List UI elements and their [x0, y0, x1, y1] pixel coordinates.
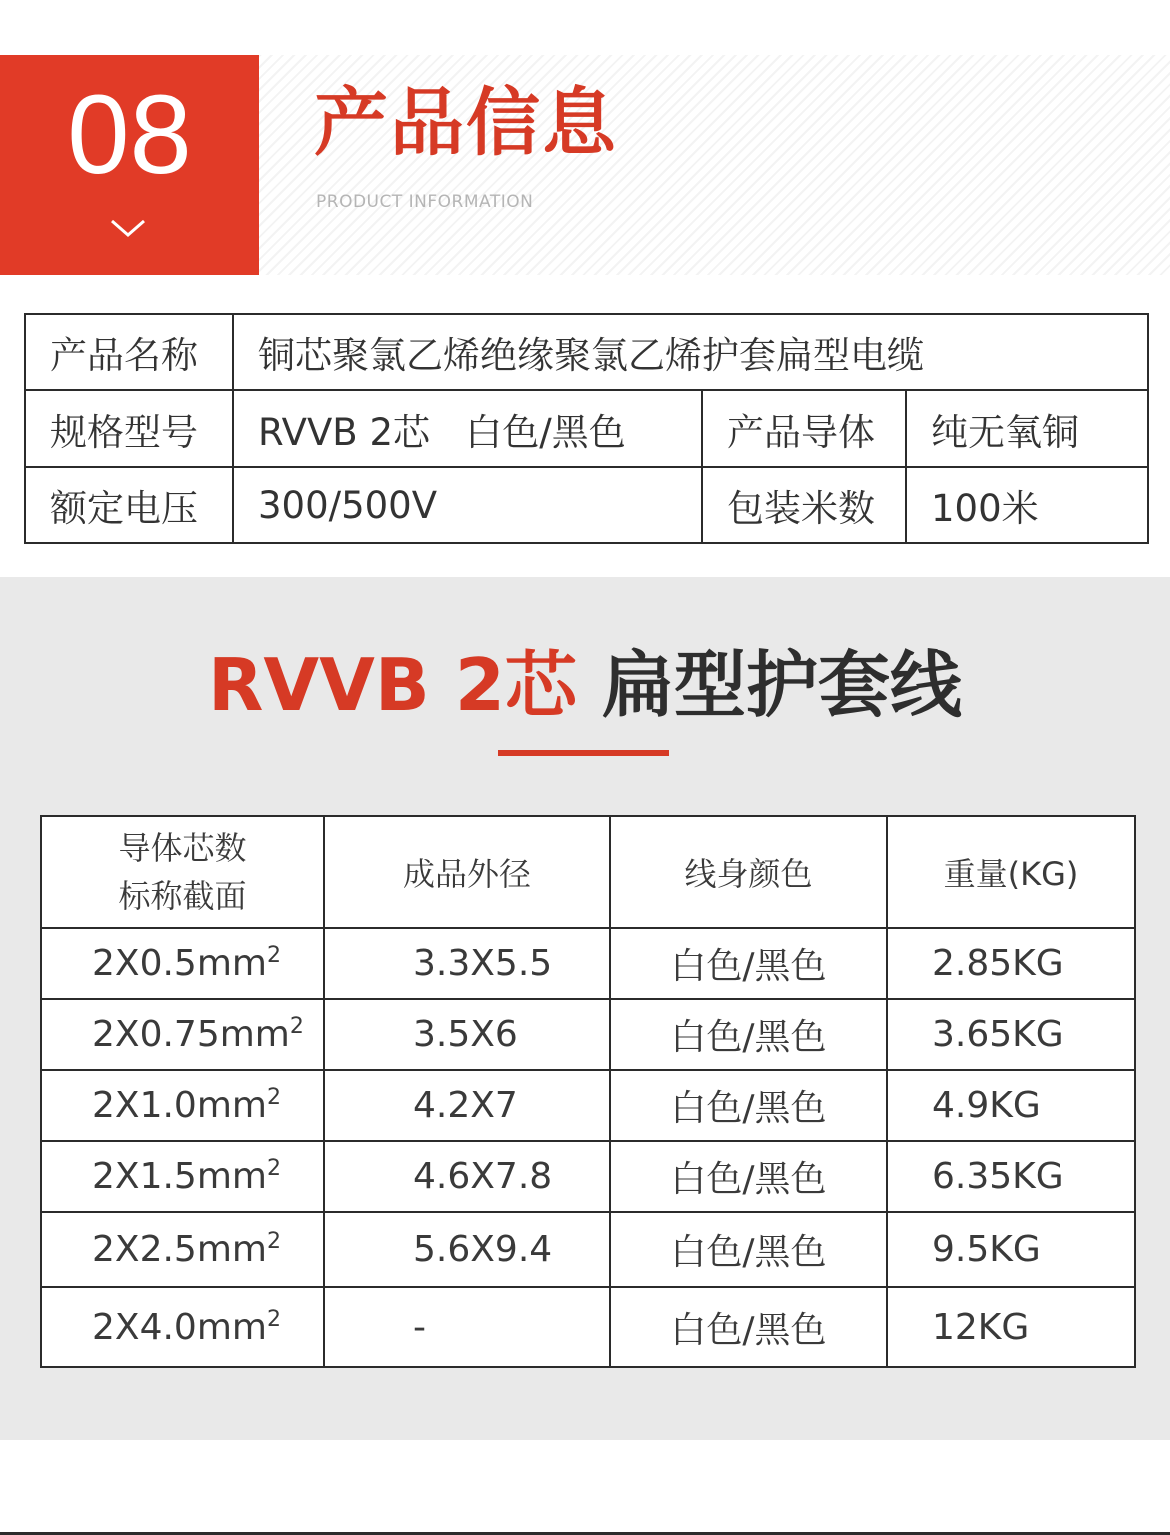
size-text: 2X0.5mm [92, 943, 267, 984]
cell-color: 白色/黑色 [610, 928, 887, 999]
cell-weight: 3.65KG [887, 999, 1135, 1070]
cell-size [41, 1141, 324, 1212]
cell-weight: 6.35KG [887, 1141, 1135, 1212]
cell-color: 白色/黑色 [610, 999, 887, 1070]
header-conductor-size [41, 816, 324, 928]
header-line-cores: 导体芯数 [118, 829, 247, 867]
page-title: 产品信息 [314, 80, 618, 166]
section-title [0, 640, 1170, 730]
page-subtitle: PRODUCT INFORMATION [316, 192, 534, 212]
product-name-label: 产品名称 [25, 314, 233, 390]
table-row [41, 1287, 1135, 1367]
table-row [41, 1070, 1135, 1141]
size-text: 2X0.75mm [92, 1014, 290, 1055]
superscript-2: 2 [266, 1229, 281, 1254]
length-label: 包装米数 [702, 467, 906, 543]
spec-table [40, 815, 1136, 1368]
cell-weight: 4.9KG [887, 1070, 1135, 1141]
chevron-down-icon [108, 213, 148, 243]
cell-diameter: 4.6X7.8 [324, 1141, 610, 1212]
header-line-section: 标称截面 [118, 877, 247, 915]
length-value: 100米 [906, 467, 1148, 543]
cell-diameter: - [324, 1287, 610, 1367]
cell-size [41, 928, 324, 999]
section-title-model: RVVB 2芯 [207, 643, 577, 727]
superscript-2: 2 [266, 1306, 281, 1332]
model-label: 规格型号 [25, 390, 233, 467]
section-number: 08 [67, 72, 192, 197]
table-row [41, 999, 1135, 1070]
conductor-label: 产品导体 [702, 390, 906, 467]
table-row [41, 928, 1135, 999]
superscript-2: 2 [266, 1085, 281, 1110]
superscript-2: 2 [266, 1156, 281, 1181]
voltage-value: 300/500V [233, 467, 702, 543]
voltage-label: 额定电压 [25, 467, 233, 543]
header-color: 线身颜色 [610, 816, 887, 928]
cell-color: 白色/黑色 [610, 1141, 887, 1212]
section-title-type: 扁型护套线 [602, 643, 963, 727]
section-title-underline [498, 750, 669, 756]
cell-diameter: 4.2X7 [324, 1070, 610, 1141]
header-weight: 重量(KG) [887, 816, 1135, 928]
cell-diameter: 3.5X6 [324, 999, 610, 1070]
cell-color: 白色/黑色 [610, 1287, 887, 1367]
superscript-2: 2 [289, 1014, 304, 1039]
cell-weight: 9.5KG [887, 1212, 1135, 1287]
cell-weight: 12KG [887, 1287, 1135, 1367]
cell-diameter: 3.3X5.5 [324, 928, 610, 999]
product-info-table [24, 313, 1149, 544]
table-row [41, 1212, 1135, 1287]
product-name-value: 铜芯聚氯乙烯绝缘聚氯乙烯护套扁型电缆 [233, 314, 1148, 390]
cell-color: 白色/黑色 [610, 1212, 887, 1287]
cell-diameter: 5.6X9.4 [324, 1212, 610, 1287]
size-text: 2X1.0mm [92, 1085, 267, 1126]
cell-size [41, 1070, 324, 1141]
superscript-2: 2 [266, 943, 281, 968]
size-text: 2X4.0mm [92, 1306, 267, 1348]
model-value: RVVB 2芯 白色/黑色 [233, 390, 702, 467]
cell-weight: 2.85KG [887, 928, 1135, 999]
cell-size [41, 1212, 324, 1287]
size-text: 2X2.5mm [92, 1229, 267, 1270]
cell-size [41, 999, 324, 1070]
header-outer-diameter: 成品外径 [324, 816, 610, 928]
conductor-value: 纯无氧铜 [906, 390, 1148, 467]
table-row [41, 1141, 1135, 1212]
cell-color: 白色/黑色 [610, 1070, 887, 1141]
cell-size [41, 1287, 324, 1367]
size-text: 2X1.5mm [92, 1156, 267, 1197]
